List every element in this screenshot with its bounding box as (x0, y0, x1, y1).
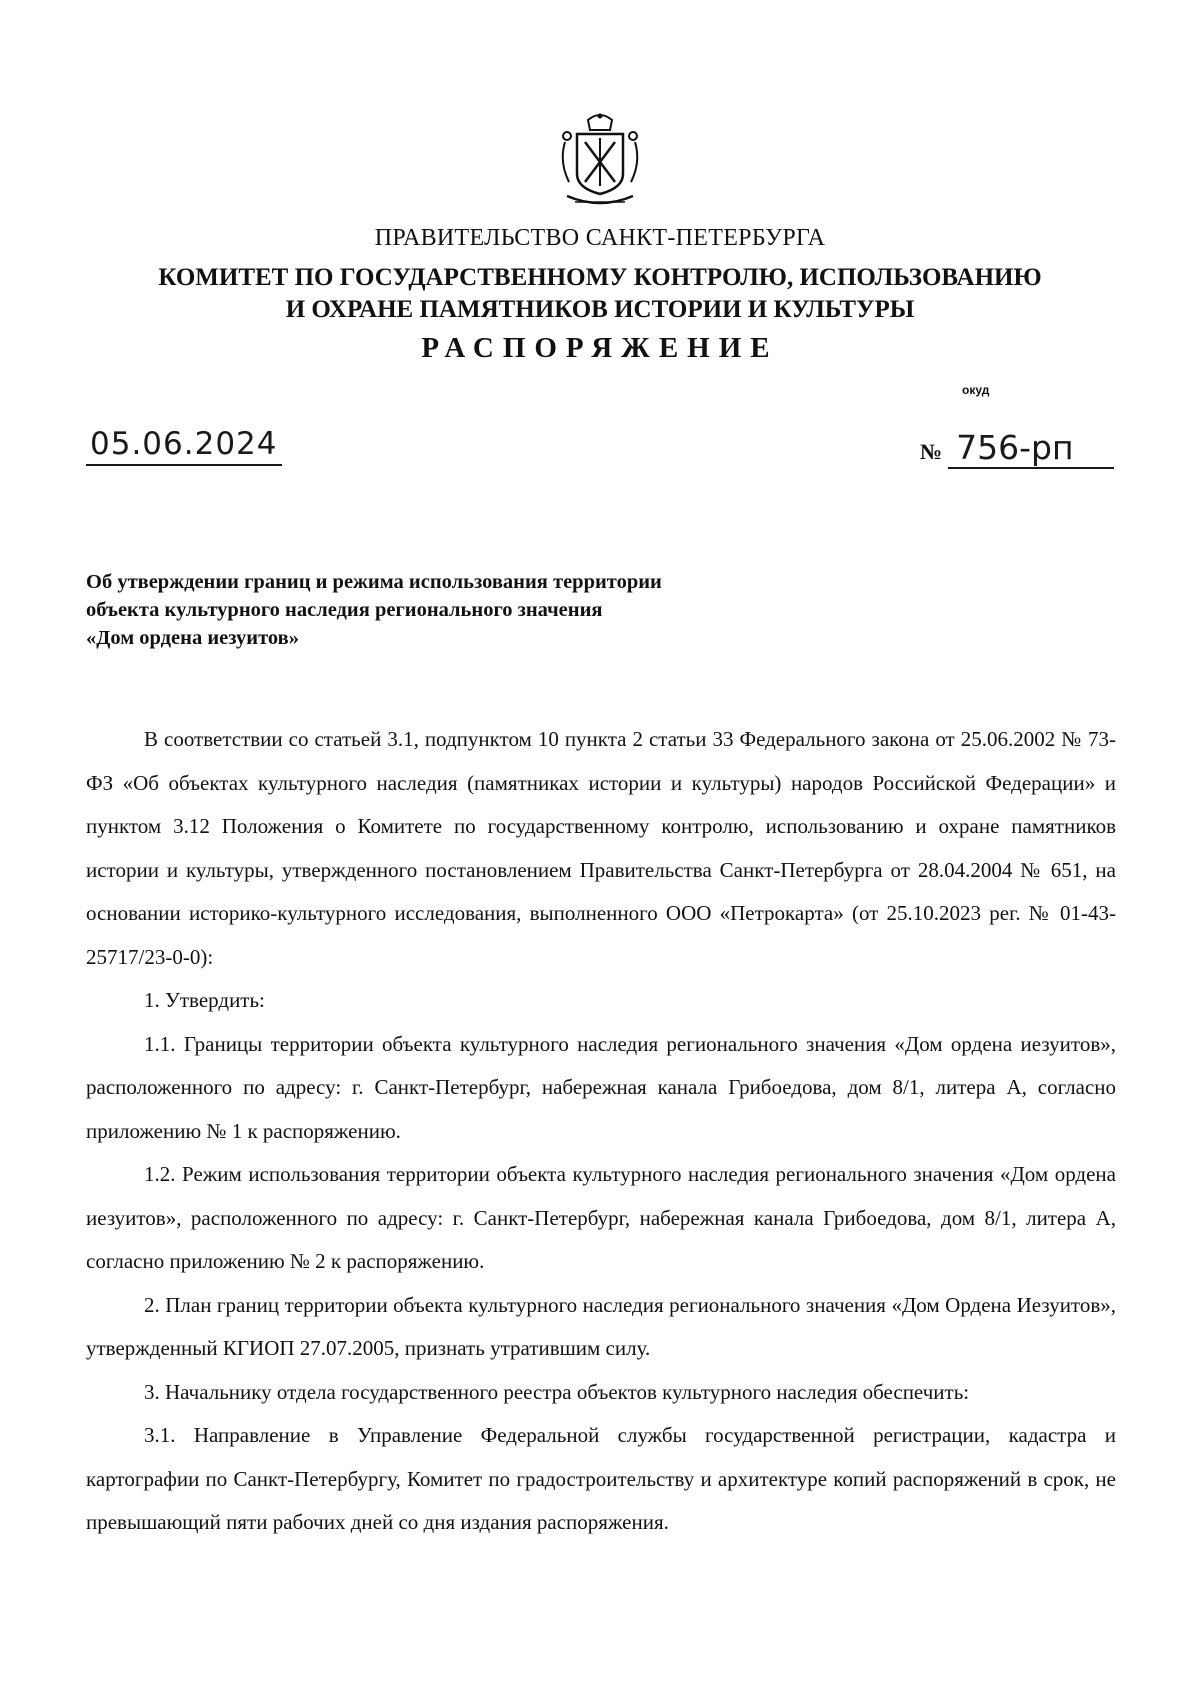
paragraph-item-1-2: 1.2. Режим использования территории объекта культурного наследия регионального значения «Дом ордена иезуитов», расположенного по адресу: г. Санкт-Петербург, набережная канала Грибоедова, дом 8/1, литера А, согласно приложению № 2 к распоряжению. (86, 1162, 1116, 1273)
committee-title-line-2: И ОХРАНЕ ПАМЯТНИКОВ ИСТОРИИ И КУЛЬТУРЫ (285, 296, 915, 323)
subject-line-1: Об утверждении границ и режима использования территории (86, 571, 662, 593)
paragraph-item-1: 1. Утвердить: (144, 988, 265, 1012)
committee-title-line-1: КОМИТЕТ ПО ГОСУДАРСТВЕННОМУ КОНТРОЛЮ, ИСПОЛЬЗОВАНИЮ (158, 264, 1042, 291)
okud-label: окуд (962, 383, 990, 397)
document-subject (86, 568, 846, 652)
committee-title (0, 262, 1200, 326)
paragraph-item-2: 2. План границ территории объекта культурного наследия регионального значения «Дом Ордена Иезуитов», утвержденный КГИОП 27.07.2005, признать утратившим силу. (86, 1292, 1116, 1360)
document-number (920, 428, 1114, 469)
number-sign: № (920, 439, 943, 464)
document-body (86, 718, 1116, 1545)
government-title: ПРАВИТЕЛЬСТВО САНКТ-ПЕТЕРБУРГА (374, 225, 826, 251)
document-number-value: 756-рп (948, 428, 1114, 469)
subject-line-3: «Дом ордена иезуитов» (86, 627, 299, 649)
subject-line-2: объекта культурного наследия регионального значения (86, 599, 603, 621)
coat-of-arms-emblem-icon (555, 112, 645, 212)
paragraph-item-1-1: 1.1. Границы территории объекта культурного наследия регионального значения «Дом ордена иезуитов», расположенного по адресу: г. Санкт-Петербург, набережная канала Грибоедова, дом 8/1, литера А, согласно приложению № 1 к распоряжению. (86, 1031, 1116, 1143)
document-type: РАСПОРЯЖЕНИЕ (421, 332, 779, 364)
paragraph-item-3: 3. Начальнику отдела государственного реестра объектов культурного наследия обеспечить: (144, 1379, 970, 1404)
paragraph-item-3-1: 3.1. Направление в Управление Федеральной службы государственной регистрации, кадастра и картографии по Санкт-Петербургу, Комитет по градостроительству и архитектуре копий распоряжений в срок, не превышающий пяти рабочих дней со дня издания распоряжения. (86, 1423, 1116, 1534)
paragraph-preamble: В соответствии со статьей 3.1, подпунктом 10 пункта 2 статьи 33 Федерального закона от 25.06.2002 № 73-ФЗ «Об объектах культурного наследия (памятниках истории и культуры) народов Российской Федерации» и пунктом 3.12 Положения о Комитете по государственному контролю, использованию и охране памятников истории и культуры, утвержденного постановлением Правительства Санкт-Петербурга от 28.04.2004 № 651, на основании историко-культурного исследования, выполненного ООО «Петрокарта» (от 25.10.2023 рег. № 01-43-25717/23-0-0): (86, 727, 1116, 969)
document-date: 05.06.2024 (86, 426, 282, 466)
